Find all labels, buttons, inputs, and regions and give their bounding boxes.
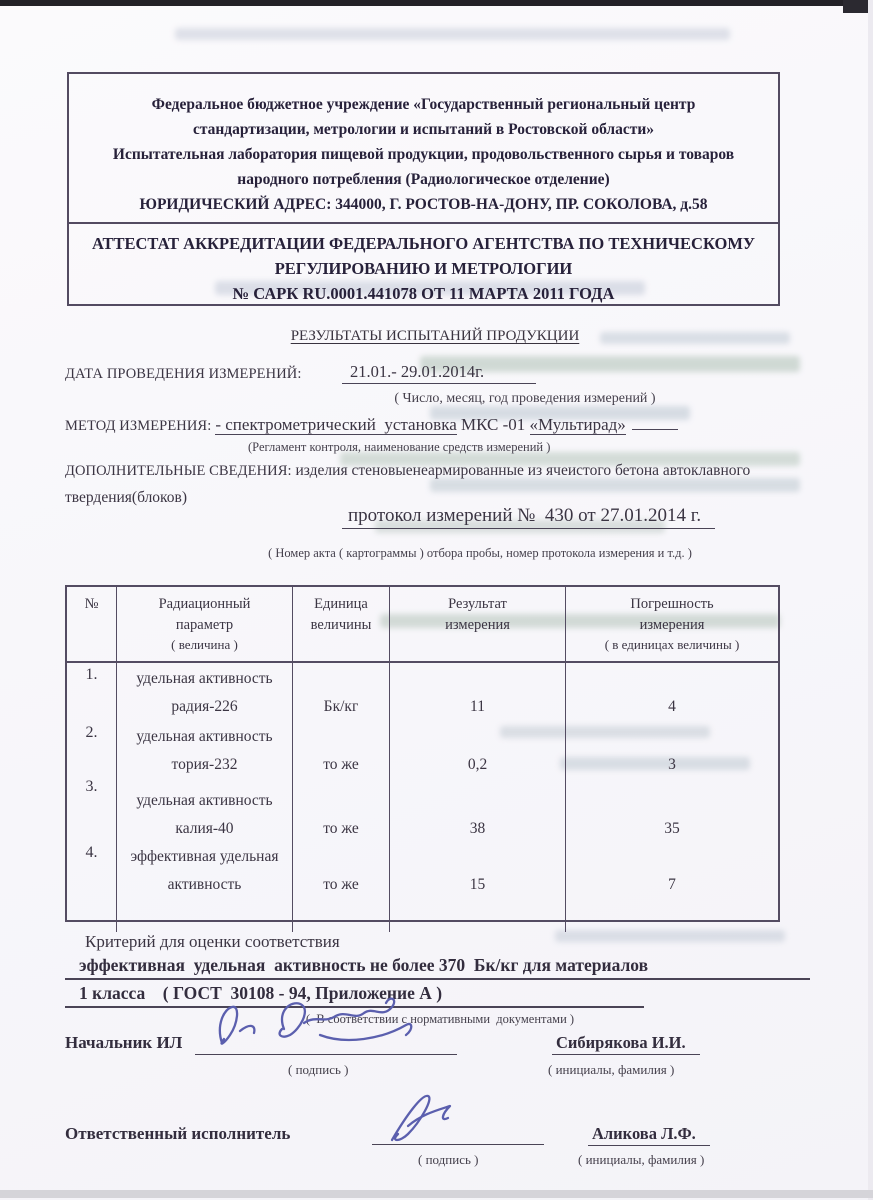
document-title [65,328,805,345]
row-parameter: удельная активность радия-226 [117,663,293,721]
letterhead-box [67,72,780,306]
org-line: Федеральное бюджетное учреждение «Государственный региональный центр [151,96,696,113]
row-error: 3 [668,755,676,773]
row-number: 1. [67,663,117,721]
row-unit: то же [293,721,390,779]
criteria-label: Критерий для оценки соответствия [85,932,340,951]
accreditation-number: № САРК RU.0001.441078 ОТ 11 МАРТА 2011 ГОДА [232,283,615,303]
additional-info [65,457,755,512]
row-unit: то же [293,841,390,899]
row-number: 4. [67,841,117,899]
organization-name [79,92,768,218]
results-table [65,585,780,922]
sign-caption-executor: ( подпись ) [418,1152,479,1167]
method-label: МЕТОД ИЗМЕРЕНИЯ: [65,418,212,434]
row-unit: то же [293,775,390,843]
method-value-underlined-2: «Мультирад» [529,415,626,434]
signatory-name-head: Сибирякова И.И. [552,1033,700,1055]
method-line [65,412,678,435]
signature-line-executor [372,1112,544,1145]
results-table-header [67,587,778,663]
additional-info-label: ДОПОЛНИТЕЛЬНЫЕ СВЕДЕНИЯ: [65,463,292,479]
col-header-unit: Единица величины [293,587,390,661]
scan-edge-bottom [0,1190,873,1198]
accreditation-line: АТТЕСТАТ АККРЕДИТАЦИИ ФЕДЕРАЛЬНОГО АГЕНТСТВА ПО ТЕХНИЧЕСКОМУ [91,234,756,253]
criteria-line-2: 1 класса ( ГОСТ 30108 - 94, Приложение А ) [65,983,644,1008]
measurement-date-value: 21.01.- 29.01.2014г. [342,362,536,384]
protocol-number: протокол измерений № 430 от 27.01.2014 г. [342,505,715,529]
method-value-plain: МКС -01 [456,415,530,434]
accreditation-attestation [73,232,774,306]
scan-edge-top [0,0,873,6]
letterhead-divider [67,222,780,224]
name-caption-head: ( инициалы, фамилия ) [548,1062,675,1077]
method-value-underlined-1: - спектрометрический установка [215,415,457,434]
row-error: 35 [664,819,680,837]
sign-caption-head: ( подпись ) [288,1062,349,1077]
row-result: 15 [390,841,566,899]
col-header-error: Погрешность измерения ( в единицах величины ) [604,596,740,653]
col-header-result: Результат измерения [390,587,566,661]
row-parameter: удельная активность тория-232 [117,721,293,779]
row-error: 7 [668,875,676,893]
row-result: 11 [390,663,566,721]
measurement-date-caption: ( Число, месяц, год проведения измерений ) [394,391,656,406]
row-unit: Бк/кг [293,663,390,721]
org-line: стандартизации, метрологии и испытаний в Ростовской области» [192,121,655,139]
scan-edge-right [868,0,873,1200]
row-parameter: эффективная удельная активность [117,841,293,899]
col-header-parameter: Радиационный параметр ( величина ) [117,587,293,661]
measurement-date-label: ДАТА ПРОВЕДЕНИЯ ИЗМЕРЕНИЙ: [65,366,302,382]
method-caption: (Регламент контроля, наименование средств измерений ) [248,440,551,454]
row-error: 4 [668,697,676,715]
signatory-role-head: Начальник ИЛ [65,1033,183,1052]
table-filler-row [67,899,778,932]
criteria-line-1: эффективная удельная активность не более 370 Бк/кг для материалов [65,955,810,980]
document-title-text: РЕЗУЛЬТАТЫ ИСПЫТАНИЙ ПРОДУКЦИИ [290,328,580,344]
signatory-name-executor: Аликова Л.Ф. [588,1124,710,1146]
bleedthrough-artifact [175,28,730,40]
org-line: народного потребления (Радиологическое отделение) [237,171,610,189]
row-result: 38 [390,775,566,843]
method-value-blank-line [632,412,678,430]
accreditation-line: РЕГУЛИРОВАНИЮ И МЕТРОЛОГИИ [274,258,573,278]
additional-info-value: изделия стеновыенеармированные из ячеистого бетона автоклавного твердения(блоков) [65,462,755,507]
table-row [67,663,778,721]
table-row [67,721,778,775]
row-result: 0,2 [390,721,566,779]
protocol-caption: ( Номер акта ( картограммы ) отбора пробы, номер протокола измерения и т.д. ) [268,546,692,560]
signatory-role-executor: Ответственный исполнитель [65,1124,291,1143]
table-row [67,775,778,841]
row-parameter: удельная активность калия-40 [117,775,293,843]
name-caption-executor: ( инициалы, фамилия ) [578,1152,705,1167]
row-number: 2. [67,721,117,779]
signature-line-head [195,1022,457,1055]
row-number: 3. [67,775,117,843]
table-row [67,841,778,899]
org-address: ЮРИДИЧЕСКИЙ АДРЕС: 344000, Г. РОСТОВ-НА-ДОНУ, ПР. СОКОЛОВА, д.58 [139,196,708,214]
org-line: Испытательная лаборатория пищевой продукции, продовольственного сырья и товаров [112,146,735,164]
col-header-number: № [67,587,117,661]
criteria-caption: ( В соответствии с нормативными документами ) [305,1012,575,1026]
